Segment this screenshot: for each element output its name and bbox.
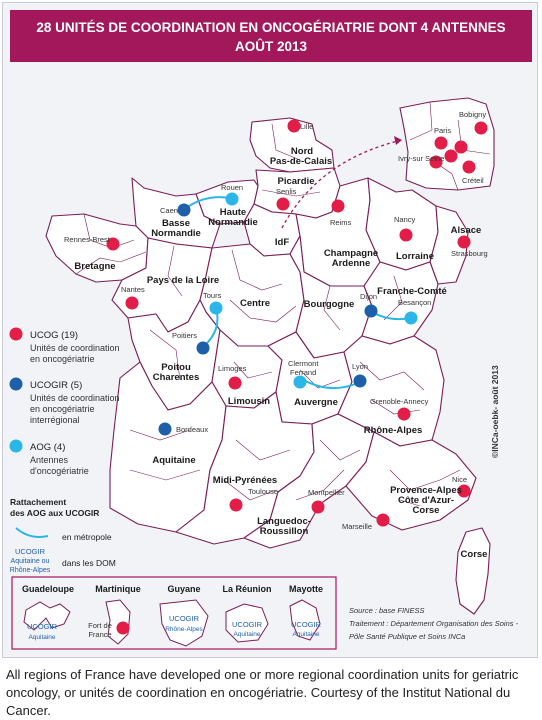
- city-nancy: Nancy: [394, 215, 416, 224]
- dom-reunion-label-1: UCOGIR: [232, 620, 262, 629]
- legend-ucogir-desc-1: Unités de coordination: [30, 393, 120, 403]
- region-champagne-2: Ardenne: [331, 258, 371, 269]
- region-poitou-2: Charentes: [152, 372, 200, 383]
- city-creteil: Créteil: [462, 176, 484, 185]
- region-poitou: Poitou: [161, 362, 191, 373]
- marker-nantes: [126, 297, 139, 310]
- marker-lille: [288, 120, 301, 133]
- region-lorraine: Lorraine: [395, 251, 435, 262]
- department-outlines: [46, 118, 490, 614]
- dom-reunion-label-2: Aquitaine: [233, 631, 261, 638]
- legend-aog-title: AOG (4): [30, 442, 66, 453]
- marker-bobigny: [475, 122, 488, 135]
- dom-martinique-label-2: France: [88, 630, 112, 639]
- region-basse-normandie: Basse: [162, 218, 190, 229]
- dom-martinique-label-1: Fort de: [88, 621, 112, 630]
- city-dijon: Dijon: [360, 292, 378, 301]
- city-rouen: Rouen: [221, 183, 244, 192]
- marker-fort-de-france: [117, 622, 130, 635]
- dom-mayotte-name: Mayotte: [288, 584, 324, 594]
- legend: [10, 328, 120, 575]
- legend-ucogir-desc-3: interrégional: [30, 415, 80, 425]
- region-aquitaine: Aquitaine: [152, 455, 196, 466]
- legend-ucog-title: UCOG (19): [30, 330, 79, 341]
- marker-rouen: [226, 193, 239, 206]
- marker-lyon: [354, 375, 367, 388]
- city-montpellier: Montpellier: [308, 488, 345, 497]
- legend-dom-label-2: Aquitaine ou: [10, 558, 50, 565]
- city-bordeaux: Bordeaux: [176, 425, 209, 434]
- region-pays-loire: Pays de la Loire: [146, 275, 220, 286]
- dom-guyane-label-1: UCOGIR: [169, 614, 199, 623]
- arrow-head: [394, 136, 402, 145]
- city-paris: Paris: [434, 126, 452, 135]
- marker-besancon: [405, 312, 418, 325]
- marker-grenoble: [398, 408, 411, 421]
- region-auvergne: Auvergne: [294, 397, 338, 408]
- legend-ucogir-title: UCOGIR (5): [30, 380, 83, 391]
- credit-text: ©INCa-oebk- août 2013: [490, 365, 500, 458]
- region-limousin: Limousin: [227, 396, 271, 407]
- marker-toulouse: [230, 499, 243, 512]
- marker-paris-3: [455, 141, 468, 154]
- city-nice: Nice: [452, 475, 468, 484]
- region-haute-normandie-2: Normandie: [208, 217, 258, 228]
- region-nord: Nord: [290, 146, 314, 157]
- region-picardie: Picardie: [277, 176, 315, 187]
- region-idf: IdF: [274, 237, 290, 248]
- region-alsace: Alsace: [450, 225, 482, 236]
- city-rennes: Rennes-Brest: [64, 235, 110, 244]
- region-bourgogne: Bourgogne: [303, 299, 355, 310]
- legend-dom-label-3: Rhône-Alpes: [9, 567, 51, 574]
- legend-ucog-desc-1: Unités de coordination: [30, 343, 120, 353]
- marker-creteil: [463, 161, 476, 174]
- legend-link-sample: [16, 528, 48, 537]
- figure-caption: All regions of France have developed one or more regional coordination units for geriatric oncology, or unités de coordination en oncogériatrie. Courtesy of the Institut National du Cancer.: [6, 667, 519, 718]
- city-limoges: Limoges: [218, 364, 247, 373]
- marker-strasbourg: [458, 236, 471, 249]
- legend-ucogir-desc-2: en oncogériatrie: [30, 404, 95, 414]
- source-line-3: Pôle Santé Publique et Soins INCa: [349, 632, 466, 641]
- source-line-1: Source : base FINESS: [349, 606, 425, 615]
- region-paca-3: Corse: [412, 505, 440, 516]
- dom-guadeloupe-name: Guadeloupe: [21, 584, 75, 594]
- dom-guadeloupe-label-2: Aquitaine: [28, 634, 56, 641]
- marker-clermont: [294, 376, 307, 389]
- title-line-2: AOÛT 2013: [234, 39, 308, 54]
- region-languedoc-2: Roussillon: [259, 526, 309, 537]
- city-grenoble: Grenoble-Annecy: [370, 397, 429, 406]
- dom-guyane-label-2: Rhône-Alpes: [165, 626, 203, 633]
- dom-mayotte-label-2: Aquitaine: [292, 631, 320, 638]
- marker-poitiers: [197, 342, 210, 355]
- city-ivry: Ivry-sur Seine: [398, 154, 445, 163]
- city-tours: Tours: [203, 291, 222, 300]
- city-besancon: Besançon: [398, 298, 432, 307]
- region-franche-comte: Franche-Comté: [377, 286, 447, 297]
- region-haute-normandie: Haute: [219, 207, 247, 218]
- region-midi-pyrenees: Midi-Pyrénées: [212, 475, 278, 486]
- marker-caen: [178, 204, 191, 217]
- legend-aog-dot: [10, 440, 23, 453]
- city-strasbourg: Strasbourg: [451, 249, 488, 258]
- city-senlis: Senlis: [276, 187, 297, 196]
- region-paca-2: Côte d'Azur-: [397, 495, 455, 506]
- legend-rattachement-1: Rattachement: [10, 497, 67, 507]
- region-nord-2: Pas-de-Calais: [269, 156, 333, 167]
- region-corse: Corse: [460, 549, 488, 560]
- marker-montpellier: [312, 501, 325, 514]
- city-marseille: Marseille: [342, 522, 373, 531]
- city-reims: Reims: [330, 218, 352, 227]
- region-paca: Provence-Alpes: [390, 485, 462, 496]
- legend-rattachement-2: des AOG aux UCOGIR: [10, 508, 100, 518]
- city-caen: Caen: [160, 206, 178, 215]
- region-basse-normandie-2: Normandie: [151, 228, 201, 239]
- city-clermont-2: Ferrand: [290, 368, 317, 377]
- marker-nancy: [400, 229, 413, 242]
- city-nantes: Nantes: [121, 285, 145, 294]
- marker-paris-1: [435, 137, 448, 150]
- legend-dom-text: dans les DOM: [62, 558, 116, 568]
- city-toulouse: Toulouse: [248, 487, 279, 496]
- legend-ucog-desc-2: en oncogériatrie: [30, 354, 95, 364]
- title-line-1: 28 UNITÉS DE COORDINATION EN ONCOGÉRIATRIE DONT 4 ANTENNES: [36, 20, 506, 35]
- region-languedoc: Languedoc-: [257, 516, 311, 527]
- marker-senlis: [277, 198, 290, 211]
- legend-ucog-dot: [10, 328, 23, 341]
- region-centre: Centre: [239, 298, 271, 309]
- dom-guyane-name: Guyane: [167, 584, 201, 594]
- marker-marseille: [377, 514, 390, 527]
- legend-aog-desc-2: d'oncogériatrie: [30, 466, 89, 476]
- dom-guadeloupe-label-1: UCOGIR: [27, 622, 57, 631]
- region-rhone-alpes: Rhône-Alpes: [363, 425, 423, 436]
- marker-dijon: [365, 305, 378, 318]
- legend-dom-label-1: UCOGIR: [15, 547, 45, 556]
- city-lyon: Lyon: [352, 362, 368, 371]
- marker-paris-2: [445, 150, 458, 163]
- legend-aog-desc-1: Antennes: [30, 455, 69, 465]
- city-poitiers: Poitiers: [172, 331, 198, 340]
- marker-bordeaux: [159, 423, 172, 436]
- legend-metropole: en métropole: [62, 532, 112, 542]
- dom-reunion-name: La Réunion: [222, 584, 272, 594]
- marker-reims: [332, 200, 345, 213]
- marker-limoges: [229, 377, 242, 390]
- city-bobigny: Bobigny: [459, 110, 487, 119]
- dom-martinique-name: Martinique: [95, 584, 141, 594]
- city-clermont: Clermont: [288, 359, 319, 368]
- source-line-2: Traitement : Département Organisation des Soins -: [349, 619, 519, 628]
- legend-ucogir-dot: [10, 378, 23, 391]
- city-lille: Lille: [300, 122, 314, 131]
- region-champagne: Champagne: [323, 248, 379, 259]
- dom-mayotte-label-1: UCOGIR: [291, 620, 321, 629]
- marker-tours: [210, 302, 223, 315]
- region-bretagne: Bretagne: [74, 261, 116, 272]
